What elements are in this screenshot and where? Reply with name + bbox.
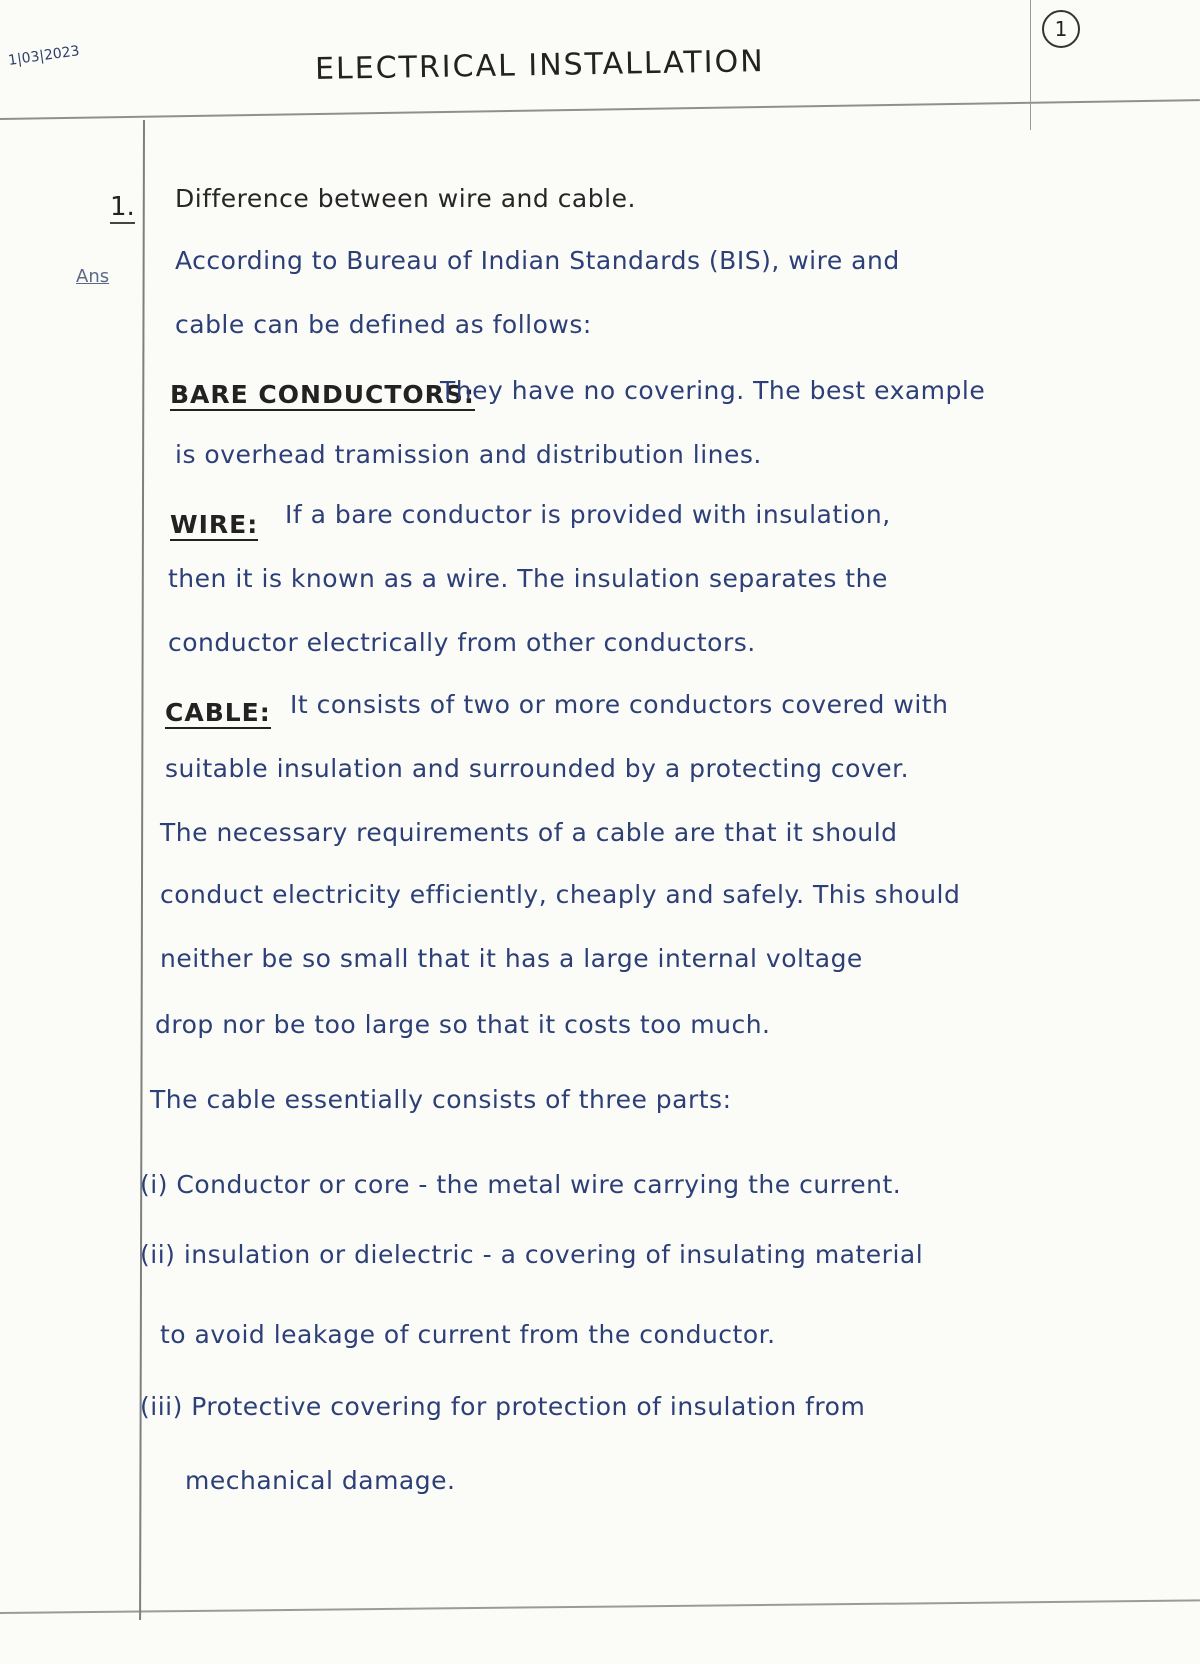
answer-line-1: According to Bureau of Indian Standards (BIS), wire and [175, 246, 900, 275]
ans-label: Ans [76, 266, 110, 287]
answer-line-2: cable can be defined as follows: [175, 310, 592, 339]
date: 1|03|2023 [7, 43, 81, 69]
answer-line-18: (iii) Protective covering for protection of insulation from [140, 1392, 866, 1421]
top-rule [0, 99, 1200, 120]
cable-label: CABLE: [165, 698, 271, 727]
answer-line-12: neither be so small that it has a large internal voltage [160, 944, 863, 973]
answer-line-9: suitable insulation and surrounded by a protecting cover. [165, 754, 910, 783]
bare-conductors-label: BARE CONDUCTORS: [170, 380, 475, 409]
answer-line-15: (i) Conductor or core - the metal wire carrying the current. [140, 1170, 902, 1199]
answer-line-11: conduct electricity efficiently, cheaply and safely. This should [160, 880, 961, 909]
bottom-rule [0, 1599, 1200, 1614]
answer-line-6: then it is known as a wire. The insulation separates the [168, 564, 888, 593]
answer-line-5: If a bare conductor is provided with insulation, [285, 500, 891, 529]
answer-line-7: conductor electrically from other conductors. [168, 628, 756, 657]
cable-heading [165, 698, 271, 727]
answer-line-8: It consists of two or more conductors covered with [290, 690, 949, 719]
answer-line-3: They have no covering. The best example [440, 376, 986, 405]
question-text: Difference between wire and cable. [175, 184, 636, 213]
wire-label: WIRE: [170, 510, 259, 539]
page-title: ELECTRICAL INSTALLATION [314, 44, 765, 87]
answer-line-16: (ii) insulation or dielectric - a covering of insulating material [140, 1240, 924, 1269]
answer-line-14: The cable essentially consists of three parts: [150, 1085, 732, 1114]
answer-line-13: drop nor be too large so that it costs too much. [155, 1010, 771, 1039]
question-number: 1. [110, 192, 135, 222]
answer-line-19: mechanical damage. [185, 1466, 456, 1495]
answer-line-10: The necessary requirements of a cable are that it should [160, 818, 898, 847]
right-divider [1030, 0, 1031, 130]
wire-heading [170, 510, 258, 539]
bare-conductors-heading [170, 380, 475, 409]
answer-line-4: is overhead tramission and distribution lines. [175, 440, 762, 469]
answer-line-17: to avoid leakage of current from the conductor. [160, 1320, 776, 1349]
page-number: 1 [1042, 10, 1080, 48]
